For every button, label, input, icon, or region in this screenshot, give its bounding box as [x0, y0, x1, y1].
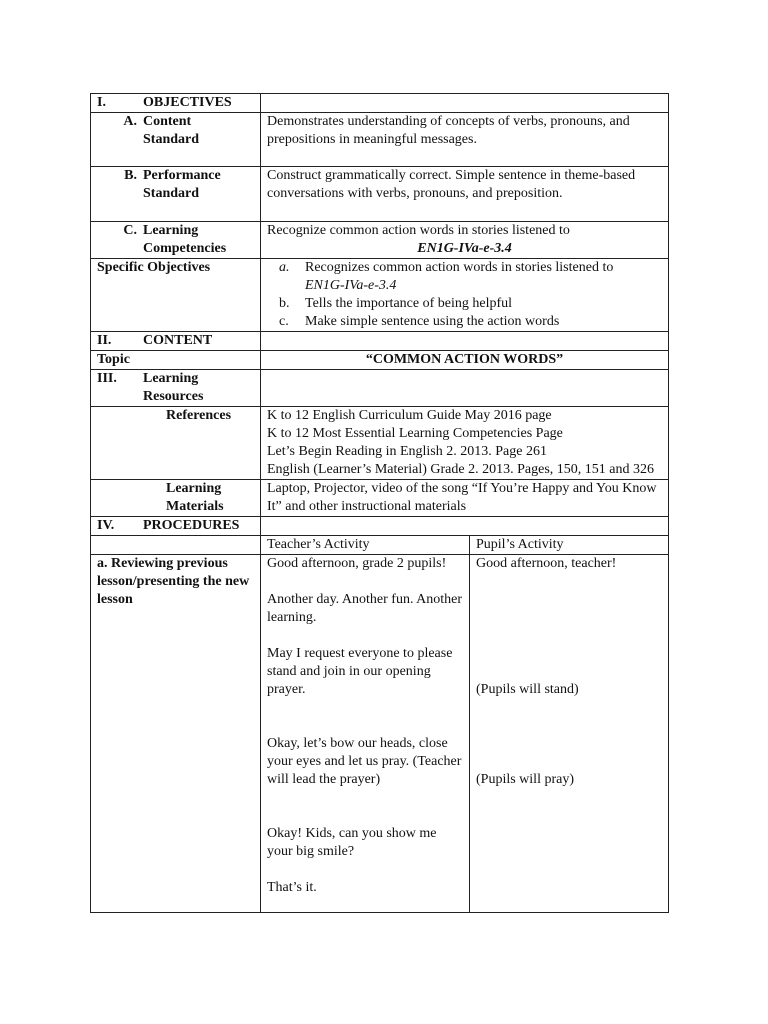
teacher-line: Okay, let’s bow our heads, close your eyes and let us pray. (Teacher will lead the prayer) — [267, 736, 462, 787]
content-standard-row — [91, 113, 669, 167]
teacher-line: Okay! Kids, can you show me your big smile? — [267, 826, 437, 859]
content-blank-cell — [261, 332, 669, 351]
teacher-activity-header: Teacher’s Activity — [261, 536, 470, 555]
pupil-line: Good afternoon, teacher! — [476, 556, 617, 571]
step-a-label: a. Reviewing previous lesson/presenting the new lesson — [91, 555, 261, 913]
specific-objectives-row — [91, 259, 669, 332]
pupil-activity-cell — [470, 555, 669, 913]
list-item: English (Learner’s Material) Grade 2. 2013. Pages, 150, 151 and 326 — [267, 462, 654, 477]
content-heading: II. CONTENT — [91, 332, 261, 351]
list-item: Let’s Begin Reading in English 2. 2013. Page 261 — [267, 444, 547, 459]
teacher-line: Another day. Another fun. Another learning. — [267, 592, 463, 625]
learning-materials-row — [91, 480, 669, 517]
performance-standard-row — [91, 167, 669, 222]
teacher-line: That’s it. — [267, 880, 317, 895]
procedures-row — [91, 517, 669, 536]
performance-standard-label: B. Performance Standard — [91, 167, 261, 222]
content-row — [91, 332, 669, 351]
references-row — [91, 407, 669, 480]
teacher-activity-cell — [261, 555, 470, 913]
pupil-line: (Pupils will pray) — [476, 772, 574, 787]
pupil-line: (Pupils will stand) — [476, 682, 579, 697]
activity-header-row — [91, 536, 669, 555]
lesson-plan-table — [90, 93, 669, 913]
competency-code: EN1G-IVa-e-3.4 — [417, 241, 512, 256]
content-standard-text: Demonstrates understanding of concepts of verbs, pronouns, and prepositions in meaningful messages. — [261, 113, 669, 167]
procedures-blank-cell — [261, 517, 669, 536]
learning-competencies-label: C. Learning Competencies — [91, 222, 261, 259]
list-item: b. Tells the importance of being helpful — [279, 296, 513, 311]
list-item: a. Recognizes common action words in stories listened to EN1G-IVa-e-3.4 — [279, 260, 614, 293]
objectives-heading: I. OBJECTIVES — [91, 94, 261, 113]
list-item: K to 12 Most Essential Learning Competencies Page — [267, 426, 563, 441]
content-standard-label: A. Content Standard — [91, 113, 261, 167]
procedures-heading: IV. PROCEDURES — [91, 517, 261, 536]
learning-materials-text: Laptop, Projector, video of the song “If You’re Happy and You Know It” and other instructional materials — [261, 480, 669, 517]
activity-header-blank — [91, 536, 261, 555]
learning-resources-heading: III. Learning Resources — [91, 370, 261, 407]
list-item: c. Make simple sentence using the action words — [279, 314, 560, 329]
references-label: References — [91, 407, 261, 480]
topic-label: Topic — [91, 351, 261, 370]
teacher-line: Good afternoon, grade 2 pupils! — [267, 556, 447, 571]
step-a-row — [91, 555, 669, 913]
learning-materials-label: Learning Materials — [91, 480, 261, 517]
learning-resources-row — [91, 370, 669, 407]
learning-competencies-text: Recognize common action words in stories listened to EN1G-IVa-e-3.4 — [261, 222, 669, 259]
list-item: K to 12 English Curriculum Guide May 2016 page — [267, 408, 552, 423]
learning-competencies-row — [91, 222, 669, 259]
pupil-activity-header: Pupil’s Activity — [470, 536, 669, 555]
learning-resources-blank-cell — [261, 370, 669, 407]
topic-text: “COMMON ACTION WORDS” — [261, 351, 669, 370]
topic-row — [91, 351, 669, 370]
specific-objectives-list — [261, 259, 669, 332]
performance-standard-text: Construct grammatically correct. Simple sentence in theme-based conversations with verbs, pronouns, and preposition. — [261, 167, 669, 222]
teacher-line: May I request everyone to please stand and join in our opening prayer. — [267, 646, 453, 697]
objectives-row — [91, 94, 669, 113]
references-list — [261, 407, 669, 480]
objectives-blank-cell — [261, 94, 669, 113]
specific-objectives-label: Specific Objectives — [91, 259, 261, 332]
